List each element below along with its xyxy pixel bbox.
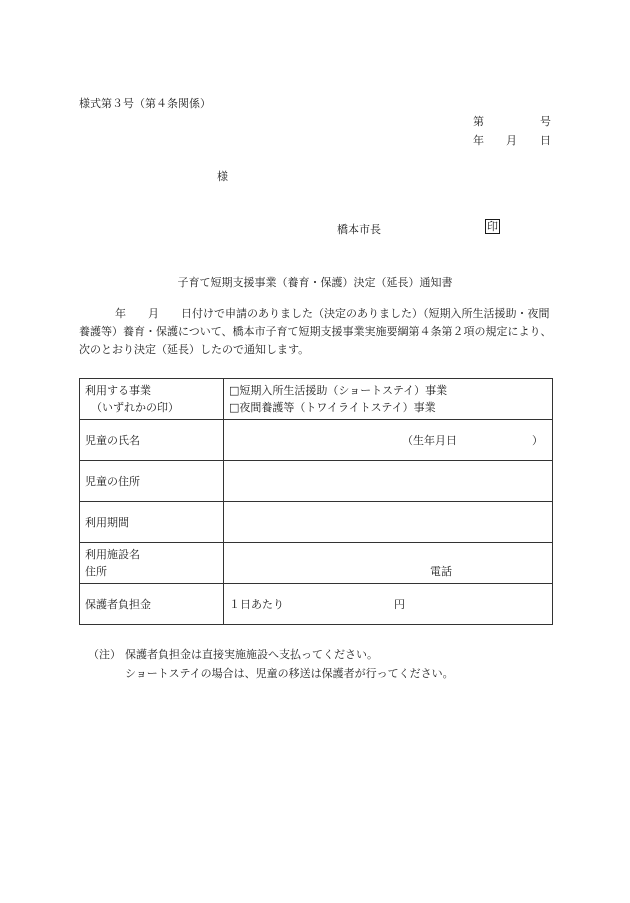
note-label: （注） — [88, 648, 121, 661]
table-row — [80, 502, 553, 543]
note-line-2: ショートステイの場合は、児童の移送は保護者が行ってください。 — [125, 667, 454, 680]
table-row — [80, 461, 553, 502]
facility-phone-label: 電話 — [430, 565, 452, 578]
period-field[interactable] — [224, 502, 553, 543]
service-option-twilight-stay[interactable]: □夜間養護等（トワイライトステイ）事業 — [229, 401, 436, 414]
date-year: 年 — [473, 134, 484, 147]
dob-open: （生年月日 — [402, 434, 457, 447]
seal-mark: 印 — [487, 220, 498, 233]
table-row — [80, 543, 553, 584]
child-address-label: 児童の住所 — [80, 461, 224, 502]
note-line-1: 保護者負担金は直接実施施設へ支払ってください。 — [125, 648, 378, 661]
issuer-name: 橋本市長 — [337, 223, 381, 236]
table-row — [80, 584, 553, 625]
body-text: 日付けで申請のありました（決定のありました）（短期入所生活援助・夜間養護等）養育・保護について、橋本市子育て短期支援事業実施要綱第４条第２項の規定により、次のとおり決定（延長）したので通知します。 — [79, 307, 552, 356]
doc-number-suffix: 号 — [540, 115, 551, 128]
addressee-suffix: 様 — [217, 170, 228, 183]
body-year: 年 — [115, 307, 126, 320]
doc-number-prefix: 第 — [473, 115, 484, 128]
body-paragraph — [79, 305, 555, 359]
document-title: 子育て短期支援事業（養育・保護）決定（延長）通知書 — [177, 276, 453, 289]
body-month: 月 — [148, 307, 159, 320]
facility-label: 利用施設名 — [85, 548, 140, 561]
form-number: 様式第３号（第４条関係） — [79, 97, 211, 110]
notes — [88, 645, 454, 683]
service-sublabel: （いずれかの印） — [91, 401, 179, 414]
child-name-label: 児童の氏名 — [80, 420, 224, 461]
dob-close: ） — [532, 434, 543, 447]
table-row — [80, 379, 553, 420]
details-table — [79, 378, 553, 625]
service-option-short-stay[interactable]: □短期入所生活援助（ショートステイ）事業 — [229, 384, 448, 397]
fee-per-day: １日あたり — [229, 598, 284, 611]
fee-unit: 円 — [394, 598, 405, 611]
table-row — [80, 420, 553, 461]
date-day: 日 — [540, 134, 551, 147]
date-month: 月 — [506, 134, 517, 147]
date-of-birth-field[interactable] — [229, 432, 547, 448]
service-label: 利用する事業 — [85, 384, 151, 397]
fee-label: 保護者負担金 — [80, 584, 224, 625]
facility-address-label: 住所 — [85, 565, 107, 578]
child-address-field[interactable] — [224, 461, 553, 502]
period-label: 利用期間 — [80, 502, 224, 543]
